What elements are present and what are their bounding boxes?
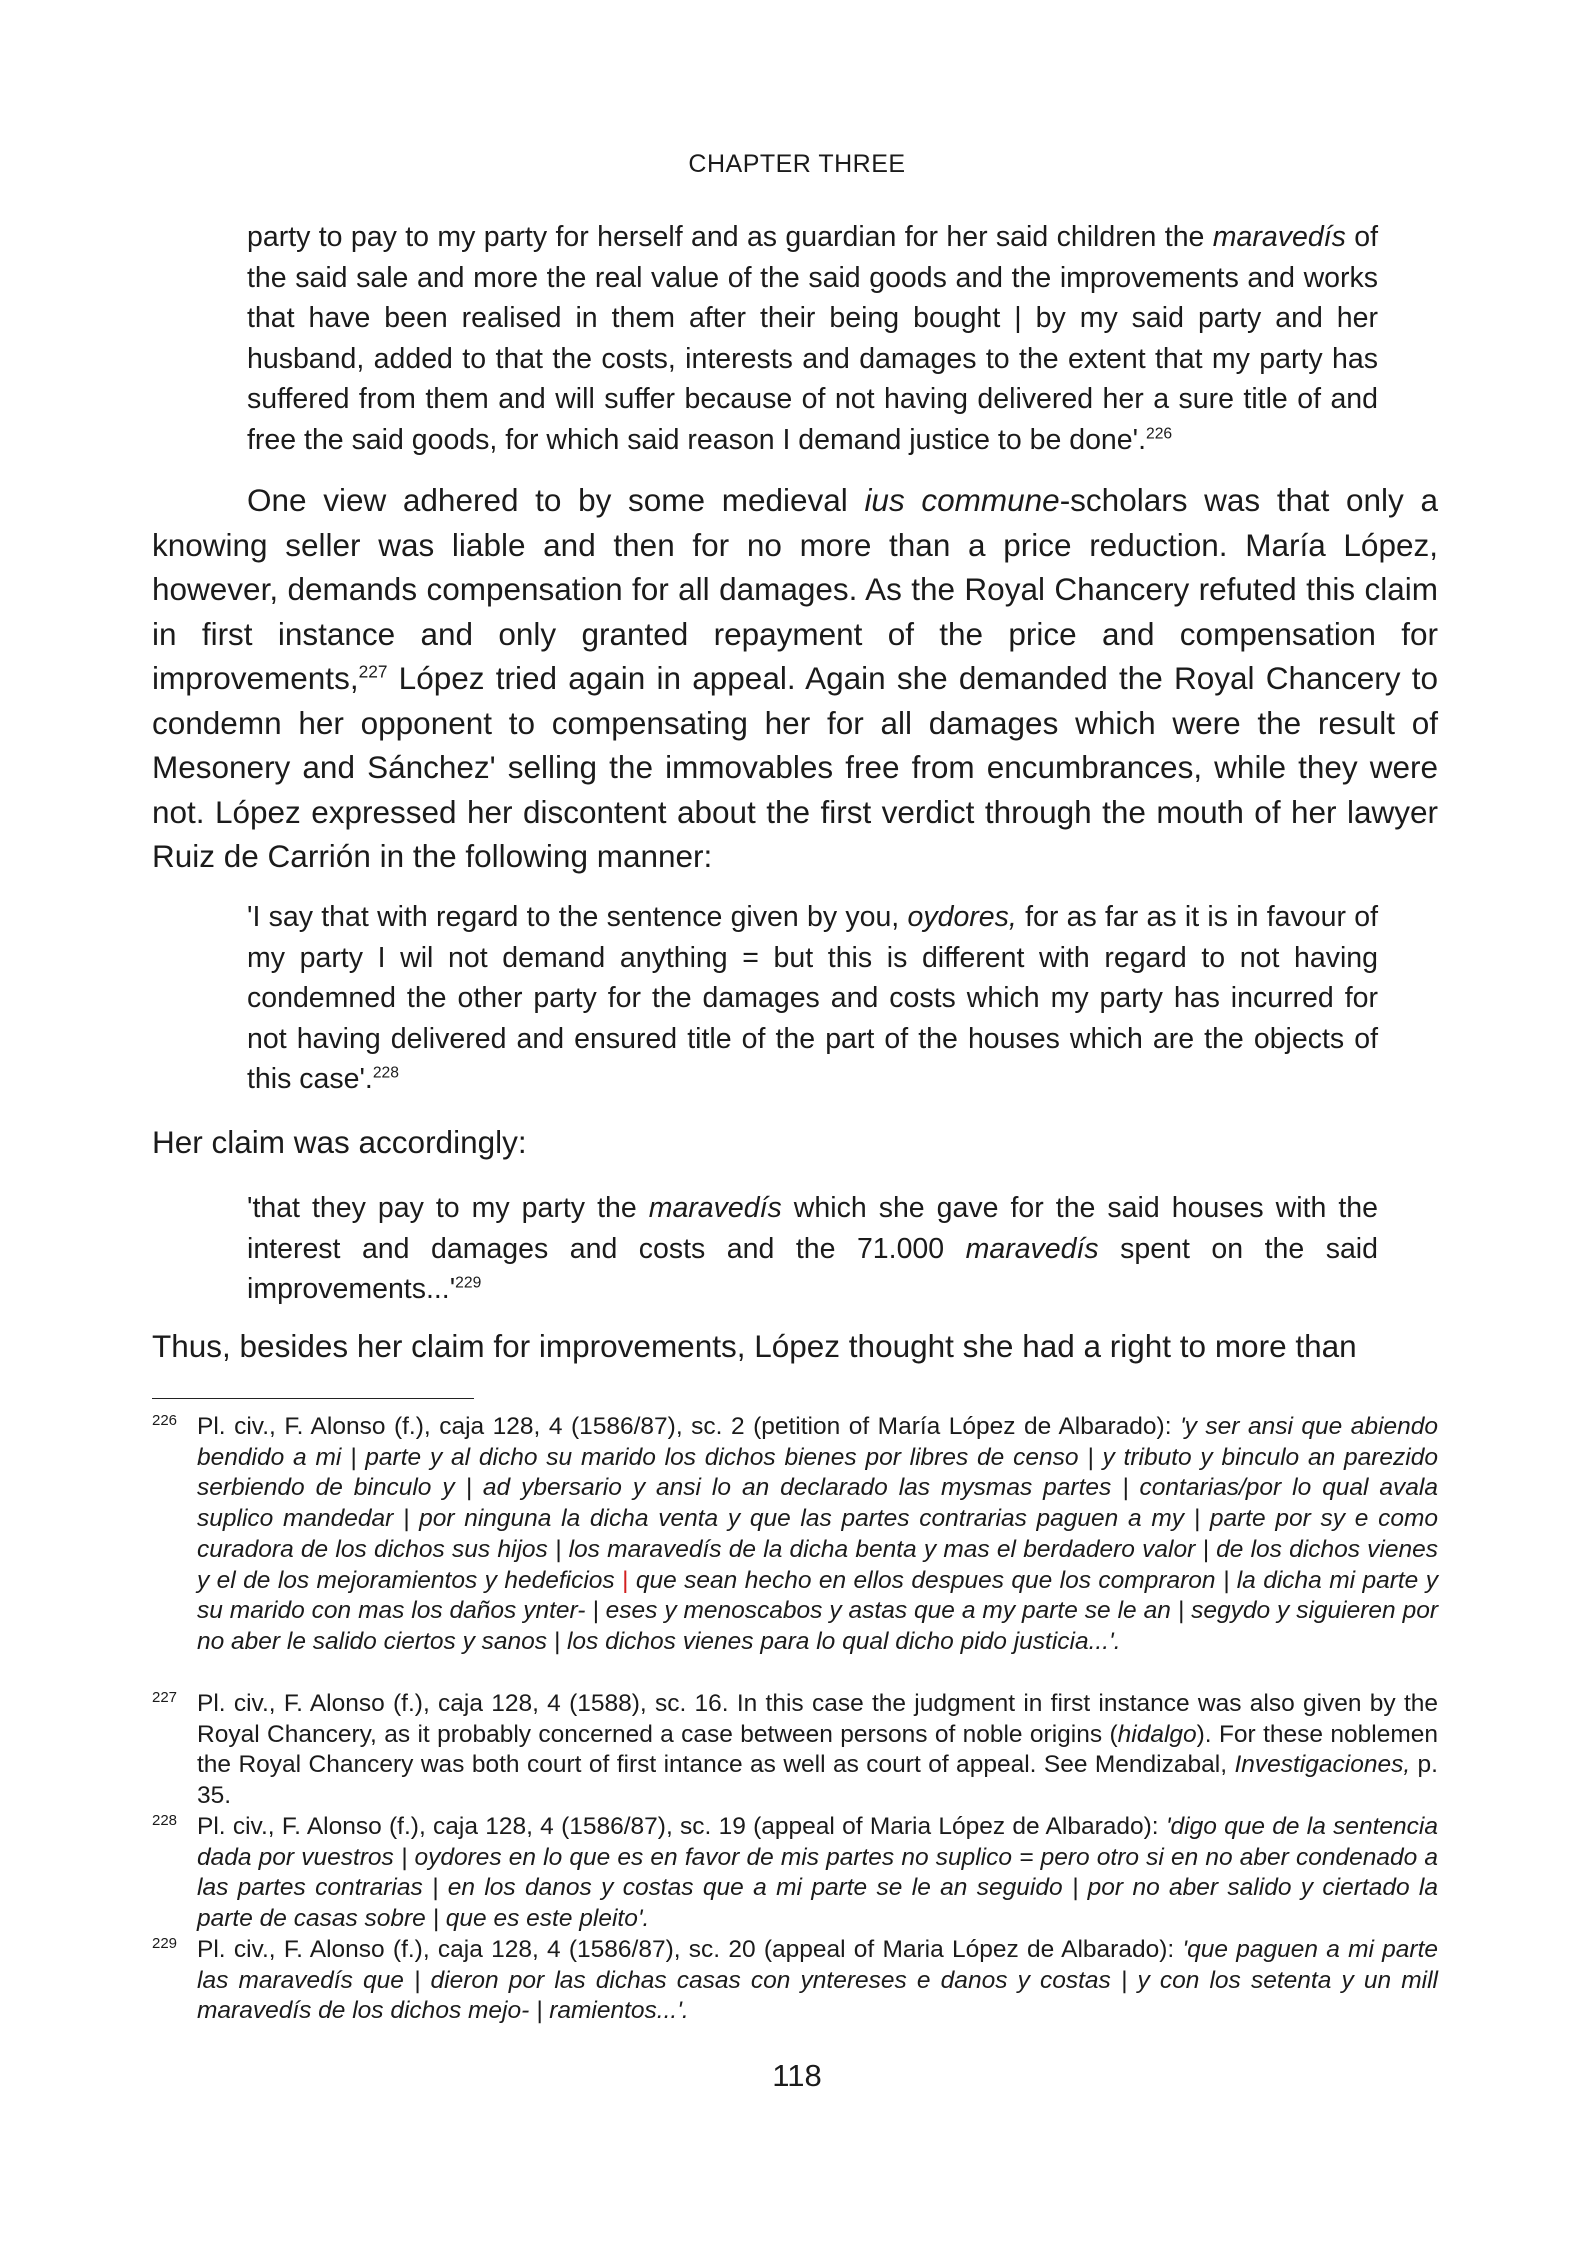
footnote-citation: Pl. civ., F. Alonso (f.), caja 128, 4 (1586/87), sc. 19 (appeal of Maria López de Albarado): (197, 1813, 1166, 1840)
footnote-text (197, 1412, 1438, 1658)
footnote-ref[interactable]: 228 (372, 1064, 399, 1082)
quote-text: spent on the said improvements...' (247, 1232, 1378, 1305)
paragraph-text: One view adhered to by some medieval (247, 482, 865, 518)
footnote-229 (152, 1935, 1438, 2027)
footnote-quote: 'que paguen a mi parte las maravedís que | dieron por las dichas casas con yntereses e danos y costas | y con los setenta y un mill maravedís de los dichos mejo- | ramientos...'. (197, 1936, 1439, 2025)
footnote-number: 227 (152, 1689, 178, 1706)
footnote-text (197, 1812, 1438, 1935)
block-quote-226 (247, 217, 1378, 460)
quote-text: for as far as it is in favour of my party I wil not demand anything = but this is different with regard to not having condemned the other party for the damages and costs which my party has incurred for not having delivered and ensured title of the part of the houses which are the objects of this case'. (247, 901, 1378, 1095)
footnote-citation: Pl. civ., F. Alonso (f.), caja 128, 4 (1586/87), sc. 20 (appeal of Maria López de Albarado): (197, 1936, 1183, 1963)
quote-text: of the said sale and more the real value of the said goods and the improvements and works that have been realised in them after their being bought | by my said party and her husband, added to that the costs, interests and damages to the extent that my party has suffered from them and will suffer because of not having delivered her a sure title of and free the said goods, for which said reason I demand justice to be done'. (247, 221, 1378, 456)
quote-italic: oydores, (907, 901, 1017, 933)
body-paragraph (152, 478, 1438, 879)
quote-italic: maravedís (965, 1232, 1099, 1265)
footnote-number: 226 (152, 1412, 178, 1429)
block-quote-228 (247, 897, 1378, 1100)
footnote-citation: Pl. civ., F. Alonso (f.), caja 128, 4 (1588), sc. 16. In this case the judgment in first instance was also given by the Royal Chancery, as it probably concerned a case between persons of noble origins ( (197, 1690, 1438, 1748)
quote-text: which she gave for the said houses with the interest and damages and costs and the 71.000 (247, 1192, 1378, 1265)
paragraph-text: -scholars was that only a knowing seller was liable and then for no more than a price reduction. María López, however, demands compensation for all damages. As the Royal Chancery refuted this claim in first instance and only granted repayment of the price and compensation for improvements, (152, 482, 1438, 696)
paragraph-italic: ius commune (864, 482, 1060, 518)
footnote-citation: ). For these noblemen the Royal Chancery was both court of first intance as well as court of appeal. See Mendizabal, (197, 1720, 1438, 1779)
footnote-quote: que sean hecho en ellos despues que los compraron | la dicha mi parte y su marido con mas los daños ynter- | eses y menoscabos y astas que a my parte se le an | segydo y siguieren por no aber le salido ciertos y sanos | los dichos vienes para lo qual dicho pido justicia...'. (197, 1566, 1438, 1655)
running-head: CHAPTER THREE (688, 150, 906, 178)
footnote-number: 228 (152, 1812, 178, 1829)
footnote-quote: 'y ser ansi que abiendo bendido a mi | parte y al dicho su marido los dichos bienes por libres de censo | y tributo y binculo an parezido serbiendo de binculo y | ad ybersario y ansi lo an declarado las mysmas partes | contarias/por lo qual avala suplico mandedar | por ninguna la dicha venta y que las partes contrarias paguen a my | parte por sy e como curadora de los dichos sus hijos | los maravedís de la dicha benta y mas el berdadero valor | de los dichos vienes y el de los mejoramientos y hedeficios (197, 1413, 1438, 1594)
quote-text: 'that they pay to my party the (247, 1192, 649, 1224)
footnote-quote: 'digo que de la sentencia dada por vuestros | oydores en lo que es en favor de mis partes no suplico = pero otro si en no aber condenado a las partes contrarias | en los danos y costas que a mi parte se le an seguido | por no aber salido y ciertado la parte de casas sobre | que es este pleito'. (197, 1813, 1439, 1933)
footnote-citation: Pl. civ., F. Alonso (f.), caja 128, 4 (1586/87), sc. 2 (petition of María López de Albarado): (197, 1413, 1180, 1440)
quote-text: 'I say that with regard to the sentence given by you, (247, 901, 908, 933)
quote-italic: maravedís (1212, 221, 1346, 253)
footnote-citation: p. 35. (197, 1751, 1438, 1810)
footnote-text (197, 1935, 1438, 2027)
red-line-mark: | (622, 1566, 629, 1594)
footnote-separator (152, 1398, 474, 1399)
footnote-228 (152, 1812, 1438, 1935)
block-quote-229 (247, 1188, 1378, 1310)
footnote-italic: hidalgo (1117, 1720, 1197, 1748)
footnote-italic: Investigaciones, (1234, 1751, 1411, 1779)
footnote-226 (152, 1412, 1438, 1658)
quote-text: party to pay to my party for herself and as guardian for her said children the (247, 221, 1213, 253)
page-number: 118 (772, 2058, 822, 2093)
quote-italic: maravedís (648, 1192, 782, 1224)
body-paragraph: Her claim was accordingly: (152, 1124, 527, 1160)
footnote-ref[interactable]: 229 (455, 1274, 482, 1292)
footnote-227 (152, 1689, 1438, 1812)
footnote-ref[interactable]: 227 (358, 661, 388, 682)
footnote-text (197, 1689, 1438, 1812)
footnote-number: 229 (152, 1935, 178, 1952)
footnote-ref[interactable]: 226 (1146, 425, 1173, 442)
paragraph-text: López tried again in appeal. Again she demanded the Royal Chancery to condemn her opponent to compensating her for all damages which were the result of Mesonery and Sánchez' selling the immovables free from encumbrances, while they were not. López expressed her discontent about the first verdict through the mouth of her lawyer Ruiz de Carrión in the following manner: (152, 660, 1438, 874)
body-paragraph: Thus, besides her claim for improvements, López thought she had a right to more than (152, 1328, 1357, 1364)
